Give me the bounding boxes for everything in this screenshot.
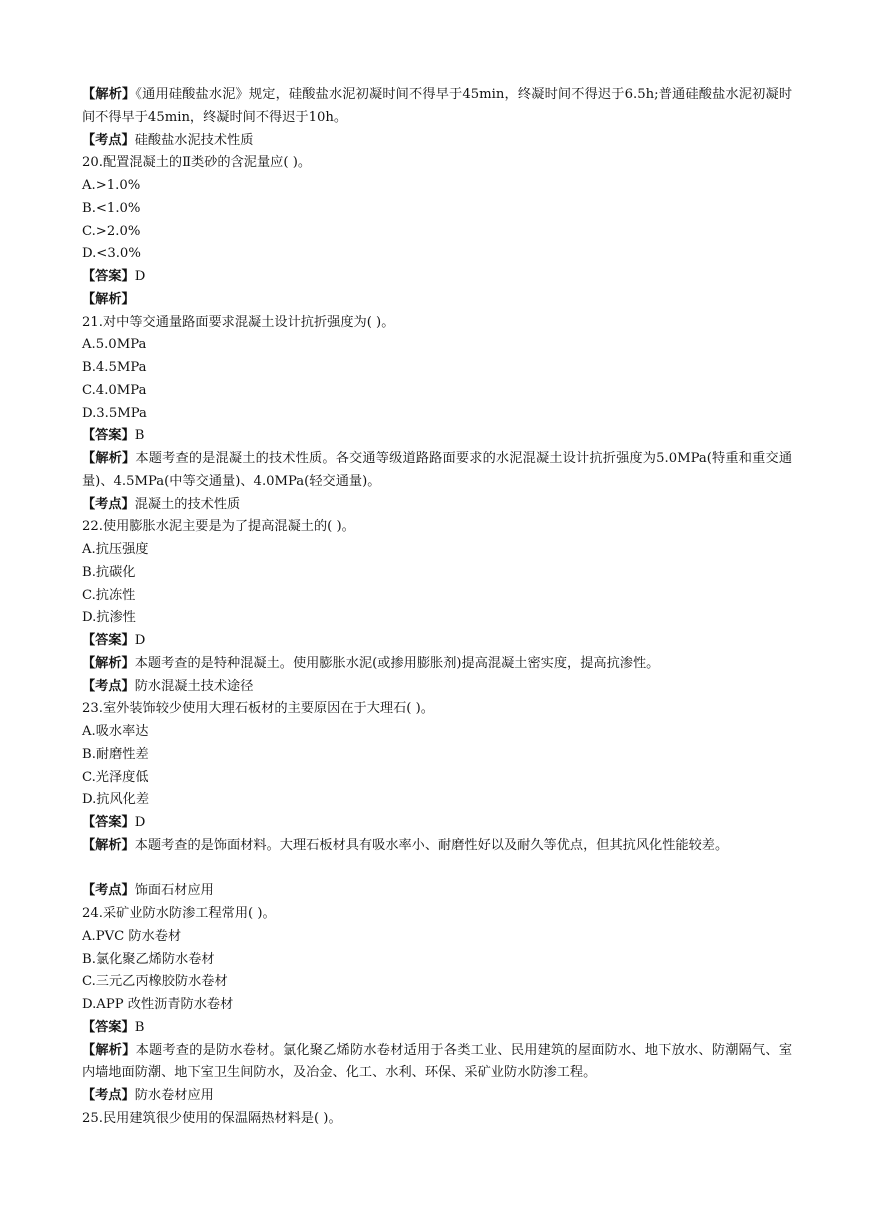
question-23-answer — [82, 812, 792, 835]
question-23-option-a: A.吸水率达 — [82, 724, 149, 739]
answer-text: D — [134, 269, 146, 284]
question-24-option-c: C.三元乙丙橡胶防水卷材 — [82, 974, 228, 990]
question-21-answer — [82, 425, 792, 448]
question-21-stem: 21.对中等交通量路面要求混凝土设计抗折强度为( )。 — [82, 314, 395, 330]
question-22-option-b: B.抗碳化 — [82, 564, 136, 580]
answer-text: D — [134, 815, 146, 830]
analysis-tag: 【解析】 — [82, 1042, 136, 1058]
question-21-option-b: B.4.5MPa — [82, 360, 147, 375]
question-24-option-a: A.PVC 防水卷材 — [82, 928, 182, 944]
question-20-option-c: C.>2.0% — [82, 223, 141, 239]
question-22-option-c: C.抗冻性 — [82, 587, 136, 603]
question-20-analysis — [82, 289, 792, 312]
question-21-option-a: A.5.0MPa — [82, 337, 147, 353]
keypoint-tag: 【考点】 — [82, 883, 135, 899]
question-25-stem: 25.民用建筑很少使用的保温隔热材料是( )。 — [82, 1110, 342, 1126]
question-24-option-b: B.氯化聚乙烯防水卷材 — [82, 951, 215, 967]
keypoint-text: 饰面石材应用 — [134, 883, 214, 899]
question-23-option-b: B.耐磨性差 — [82, 746, 149, 762]
question-21-option-d: D.3.5MPa — [82, 405, 147, 421]
question-21-keypoint — [82, 494, 792, 517]
analysis-tag: 【解析】 — [82, 291, 135, 307]
keypoint-text: 防水混凝土技术途径 — [134, 678, 254, 694]
question-22-analysis — [82, 653, 792, 676]
keypoint-tag: 【考点】 — [82, 678, 135, 694]
question-23-analysis — [82, 835, 792, 881]
question-23-keypoint — [82, 880, 792, 903]
question-21-option-c: C.4.0MPa — [82, 382, 147, 398]
answer-text: B — [134, 428, 145, 444]
keypoint-text: 防水卷材应用 — [134, 1088, 214, 1103]
question-23-stem: 23.室外装饰较少使用大理石板材的主要原因在于大理石( )。 — [82, 701, 434, 717]
answer-tag: 【答案】 — [82, 1019, 135, 1035]
question-22-keypoint — [82, 676, 792, 699]
keypoint-tag: 【考点】 — [82, 1088, 135, 1103]
answer-tag: 【答案】 — [82, 633, 135, 648]
answer-text: D — [134, 633, 146, 648]
question-24-answer — [82, 1017, 792, 1040]
intro-keypoint — [82, 130, 792, 153]
question-20-option-b: B.<1.0% — [82, 200, 141, 216]
analysis-tag: 【解析】 — [82, 87, 136, 102]
question-20-option-d: D.<3.0% — [82, 246, 141, 262]
analysis-text: 本题考查的是混凝土的技术性质。各交通等级道路路面要求的水泥混凝土设计抗折强度为5.0MPa(特重和重交通量)、4.5MPa(中等交通量)、4.0MPa(轻交通量)。 — [82, 451, 793, 489]
question-21-analysis — [82, 448, 792, 494]
question-20-stem: 20.配置混凝土的Ⅱ类砂的含泥量应( )。 — [82, 155, 312, 171]
document-page — [82, 84, 792, 1131]
question-23-option-c: C.光泽度低 — [82, 769, 149, 785]
analysis-tag: 【解析】 — [82, 837, 135, 853]
question-24-keypoint — [82, 1085, 792, 1108]
question-24-stem: 24.采矿业防水防渗工程常用( )。 — [82, 906, 276, 921]
question-23-option-d: D.抗风化差 — [82, 792, 150, 808]
analysis-tag: 【解析】 — [82, 451, 136, 466]
question-20-option-a: A.>1.0% — [82, 178, 141, 193]
keypoint-text: 硅酸盐水泥技术性质 — [134, 132, 254, 148]
question-22-option-d: D.抗渗性 — [82, 610, 136, 626]
question-24-option-d: D.APP 改性沥青防水卷材 — [82, 997, 234, 1012]
analysis-text: 《通用硅酸盐水泥》规定，硅酸盐水泥初凝时间不得早于45min，终凝时间不得迟于6.5h;普通硅酸盐水泥初凝时间不得早于45min，终凝时间不得迟于10h。 — [82, 87, 793, 125]
answer-tag: 【答案】 — [82, 815, 135, 830]
analysis-text: 本题考查的是特种混凝土。使用膨胀水泥(或掺用膨胀剂)提高混凝土密实度，提高抗渗性。 — [134, 655, 660, 671]
question-20-answer — [82, 266, 792, 289]
keypoint-text: 混凝土的技术性质 — [134, 496, 241, 512]
question-24-analysis — [82, 1040, 792, 1086]
intro-analysis — [82, 84, 792, 130]
analysis-tag: 【解析】 — [82, 655, 135, 671]
keypoint-tag: 【考点】 — [82, 496, 135, 512]
question-22-answer — [82, 630, 792, 653]
analysis-text: 本题考查的是防水卷材。氯化聚乙烯防水卷材适用于各类工业、民用建筑的屋面防水、地下放水、防潮隔气、室内墙地面防潮、地下室卫生间防水，及冶金、化工、水利、环保、采矿业防水防渗工程。 — [82, 1042, 793, 1081]
question-22-option-a: A.抗压强度 — [82, 542, 149, 557]
analysis-text: 本题考查的是饰面材料。大理石板材具有吸水率小、耐磨性好以及耐久等优点，但其抗风化性能较差。 — [134, 837, 729, 853]
question-22-stem: 22.使用膨胀水泥主要是为了提高混凝土的( )。 — [82, 519, 355, 535]
answer-tag: 【答案】 — [82, 269, 135, 284]
answer-text: B — [134, 1019, 145, 1035]
keypoint-tag: 【考点】 — [82, 132, 135, 148]
answer-tag: 【答案】 — [82, 428, 135, 444]
